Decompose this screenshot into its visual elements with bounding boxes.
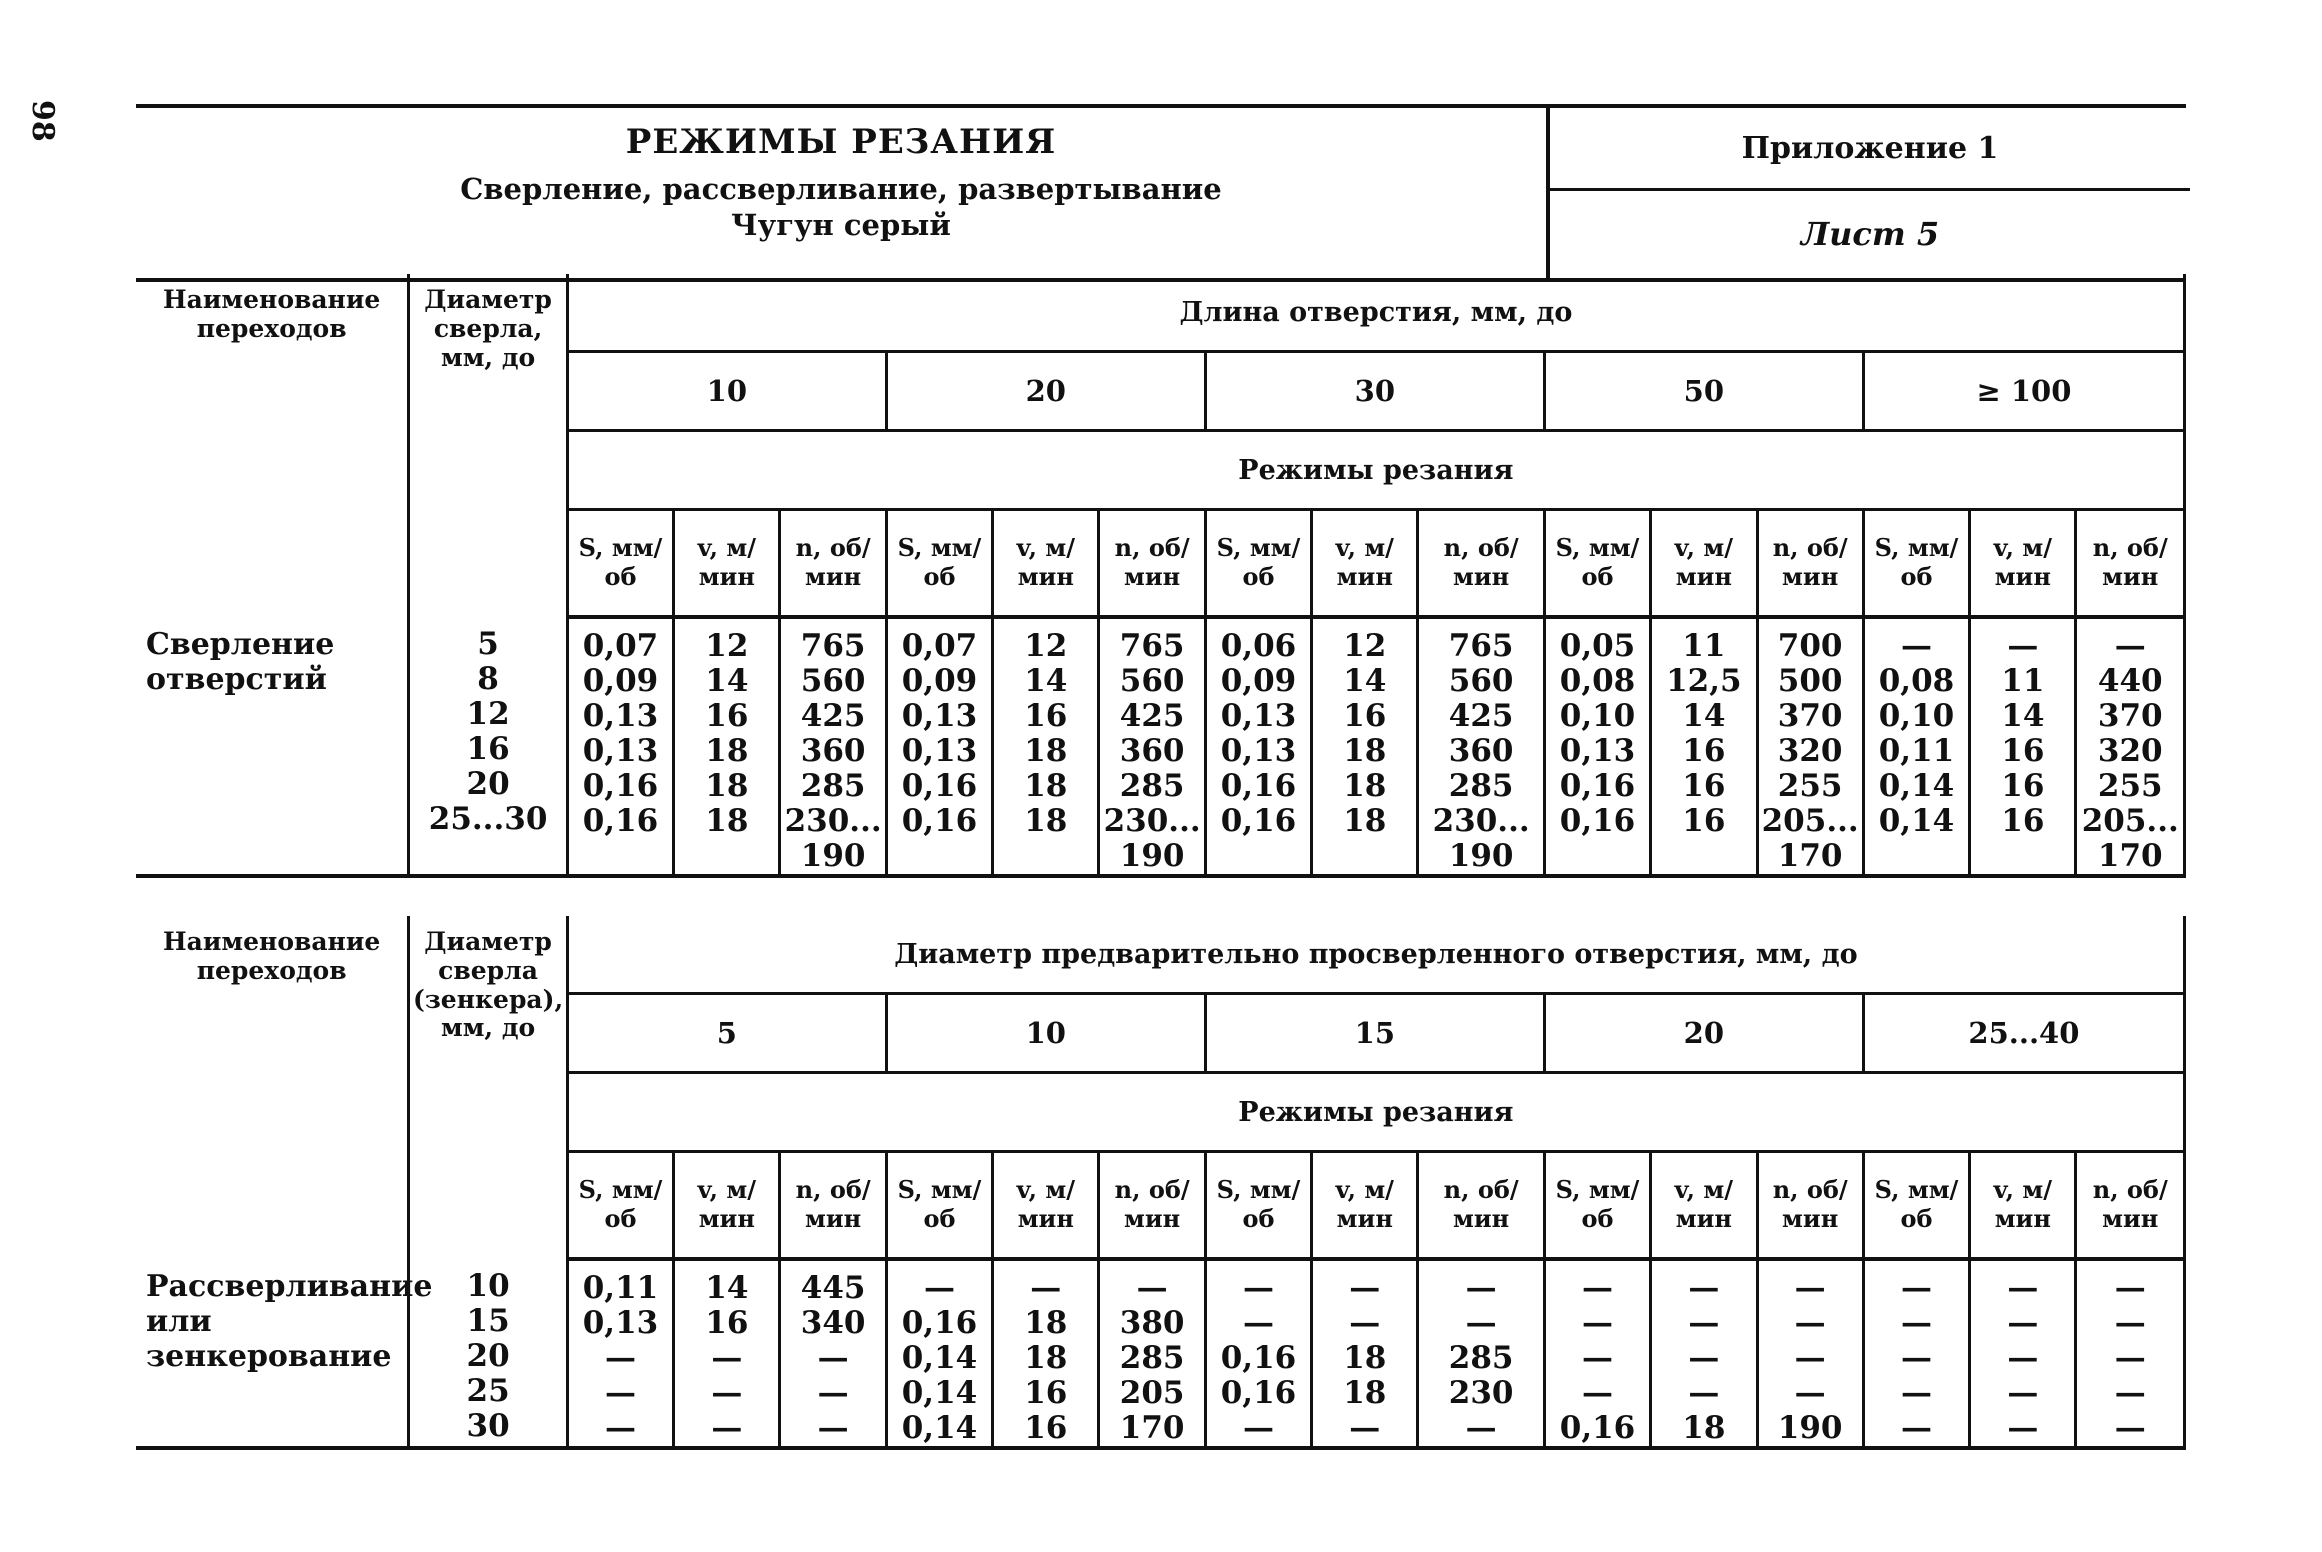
subheader-s: S, мм/об: [1205, 1152, 1311, 1260]
cell-value: 0,10: [1559, 698, 1636, 734]
cell-value: 440: [2097, 663, 2163, 699]
cell-value: 0,13: [1220, 698, 1297, 734]
group-header: 30: [1205, 352, 1544, 431]
span-header-length: Длина отверстия, мм, до: [567, 274, 2184, 352]
col-header-name: Наименование переходов: [136, 274, 409, 617]
cell-value: —: [2114, 1410, 2146, 1446]
row-name: Рассверливание или зенкерование: [136, 1259, 409, 1448]
data-column: [1099, 1259, 1205, 1448]
diameter-values: [409, 1259, 567, 1448]
cell-value: 0,10: [1878, 698, 1955, 734]
cell-value: 0,16: [901, 803, 978, 839]
cell-value: 500: [1777, 663, 1843, 699]
cell-value: 14: [705, 1270, 749, 1306]
cell-value: 0,16: [1220, 768, 1297, 804]
cell-value: 285: [800, 768, 866, 804]
cell-value: 0,16: [1220, 1340, 1297, 1376]
cell-value: 0,13: [582, 733, 659, 769]
subheader-n: n, об/мин: [1418, 510, 1544, 618]
cell-value: —: [2007, 628, 2039, 664]
cell-value: —: [2007, 1410, 2039, 1446]
cell-value: —: [2114, 1340, 2146, 1376]
cell-value: —: [1465, 1305, 1497, 1341]
cell-value: 14: [2001, 698, 2045, 734]
cell-value: 14: [705, 663, 749, 699]
cell-value: 360: [800, 733, 866, 769]
cell-value: 16: [1682, 803, 1726, 839]
cell-value: 230...: [784, 803, 882, 839]
cell-value: 0,16: [901, 1305, 978, 1341]
cell-value: 0,14: [1878, 803, 1955, 839]
cell-value: 0,16: [582, 803, 659, 839]
cell-value: —: [1349, 1305, 1381, 1341]
cell-value: —: [2114, 1270, 2146, 1306]
cell-value: 18: [1343, 803, 1387, 839]
cell-value: 0,07: [901, 628, 978, 664]
cell-value: —: [1688, 1270, 1720, 1306]
diameter-value: 25...30: [428, 801, 548, 837]
cell-value: 16: [1682, 733, 1726, 769]
cell-value: —: [1900, 1410, 1932, 1446]
cell-value: 18: [1682, 1410, 1726, 1446]
data-column: [1418, 1259, 1544, 1448]
group-header: 50: [1544, 352, 1863, 431]
cell-value: 230: [1448, 1375, 1514, 1411]
subheader-v: v, м/мин: [674, 1152, 780, 1260]
cell-value: —: [1582, 1270, 1613, 1306]
cell-value: —: [2114, 1305, 2146, 1341]
cell-value: 190: [1119, 838, 1185, 874]
cell-value: 190: [1448, 838, 1514, 874]
cell-value: 12: [1024, 628, 1068, 664]
cell-value: 12: [1343, 628, 1387, 664]
data-column: [1312, 617, 1418, 876]
cell-value: —: [1465, 1270, 1497, 1306]
cell-value: 16: [705, 698, 749, 734]
cell-value: —: [2007, 1340, 2039, 1376]
cell-value: 18: [1024, 803, 1068, 839]
cell-value: 0,16: [582, 768, 659, 804]
subheader-n: n, об/мин: [780, 1152, 886, 1260]
data-column: [567, 617, 673, 876]
cell-value: —: [2114, 1375, 2146, 1411]
cell-value: 0,11: [582, 1270, 659, 1306]
group-header: 25...40: [1863, 994, 2184, 1073]
cell-value: 285: [1448, 1340, 1514, 1376]
data-column: [1544, 617, 1650, 876]
subheader-s: S, мм/об: [1205, 510, 1311, 618]
cell-value: 0,11: [1878, 733, 1955, 769]
cell-value: 0,13: [1559, 733, 1636, 769]
cell-value: 18: [1024, 733, 1068, 769]
data-column: [1970, 1259, 2076, 1448]
diameter-value: 30: [466, 1408, 510, 1444]
cell-value: —: [1465, 1410, 1497, 1446]
cell-value: 230...: [1432, 803, 1530, 839]
cell-value: —: [711, 1375, 743, 1411]
cell-value: 0,13: [582, 1305, 659, 1341]
cell-value: —: [1688, 1375, 1720, 1411]
group-header: 20: [1544, 994, 1863, 1073]
cell-value: —: [1688, 1340, 1720, 1376]
cell-value: —: [1900, 1305, 1932, 1341]
cell-value: 0,14: [1878, 768, 1955, 804]
header-title: РЕЖИМЫ РЕЗАНИЯ: [625, 122, 1057, 162]
cell-value: 360: [1448, 733, 1514, 769]
cell-value: 340: [800, 1305, 866, 1341]
cell-value: 425: [1448, 698, 1514, 734]
subheader-s: S, мм/об: [1544, 1152, 1650, 1260]
cell-value: 285: [1119, 1340, 1185, 1376]
cell-value: —: [1794, 1340, 1826, 1376]
diameter-values: [409, 617, 567, 876]
cell-value: 205...: [1761, 803, 1859, 839]
data-column: [1418, 617, 1544, 876]
appendix-label: Приложение 1: [1550, 108, 2190, 191]
cell-value: 0,13: [1220, 733, 1297, 769]
data-column: [1757, 617, 1863, 876]
cell-value: 11: [2001, 663, 2045, 699]
subheader-n: n, об/мин: [1757, 510, 1863, 618]
cell-value: 18: [1024, 768, 1068, 804]
cell-value: —: [1349, 1270, 1381, 1306]
cell-value: 445: [800, 1270, 866, 1306]
header-subtitle: Сверление, рассверливание, развертывание: [460, 172, 1222, 206]
subheader-v: v, м/мин: [674, 510, 780, 618]
data-column: [886, 1259, 992, 1448]
cell-value: 18: [705, 733, 749, 769]
cell-value: —: [1582, 1340, 1613, 1376]
document-header: [136, 104, 2186, 282]
cell-value: —: [1794, 1305, 1826, 1341]
cell-value: —: [1794, 1375, 1826, 1411]
cell-value: 380: [1119, 1305, 1185, 1341]
cell-value: 16: [1343, 698, 1387, 734]
reaming-table: [136, 916, 2186, 1450]
cell-value: 0,07: [582, 628, 659, 664]
cell-value: 560: [1119, 663, 1185, 699]
subheader-n: n, об/мин: [1099, 510, 1205, 618]
cell-value: —: [711, 1410, 743, 1446]
cell-value: 14: [1024, 663, 1068, 699]
cell-value: 0,16: [1559, 768, 1636, 804]
group-header: 15: [1205, 994, 1544, 1073]
cell-value: 0,14: [901, 1340, 978, 1376]
diameter-value: 25: [466, 1373, 510, 1409]
cell-value: 370: [1777, 698, 1843, 734]
data-column: [1970, 617, 2076, 876]
cell-value: 170: [2097, 838, 2163, 874]
subheader-v: v, м/мин: [1312, 510, 1418, 618]
group-header: 10: [886, 994, 1205, 1073]
cell-value: 18: [1343, 1375, 1387, 1411]
cell-value: 0,16: [901, 768, 978, 804]
subheader-v: v, м/мин: [1970, 510, 2076, 618]
modes-header: Режимы резания: [567, 1073, 2184, 1152]
data-column: [1312, 1259, 1418, 1448]
span-header-prior-diameter: Диаметр предварительно просверленного отверстия, мм, до: [567, 916, 2184, 994]
diameter-value: 10: [466, 1268, 510, 1304]
cell-value: 16: [2001, 768, 2045, 804]
data-column: [1757, 1259, 1863, 1448]
diameter-value: 20: [466, 766, 510, 802]
diameter-value: 8: [477, 661, 499, 697]
data-column: [674, 1259, 780, 1448]
cell-value: 18: [1343, 733, 1387, 769]
cell-value: —: [1030, 1270, 1062, 1306]
cell-value: —: [1688, 1305, 1720, 1341]
data-column: [1544, 1259, 1650, 1448]
cell-value: 14: [1343, 663, 1387, 699]
cell-value: 205...: [2081, 803, 2179, 839]
cell-value: 230...: [1103, 803, 1201, 839]
cell-value: —: [604, 1340, 636, 1376]
cell-value: 0,13: [901, 733, 978, 769]
data-column: [1651, 617, 1757, 876]
subheader-n: n, об/мин: [1757, 1152, 1863, 1260]
subheader-s: S, мм/об: [1863, 1152, 1969, 1260]
data-column: [780, 617, 886, 876]
cell-value: 16: [2001, 803, 2045, 839]
data-column: [1099, 617, 1205, 876]
cell-value: 0,13: [582, 698, 659, 734]
data-column: [886, 617, 992, 876]
cell-value: 765: [1448, 628, 1514, 664]
cell-value: —: [711, 1340, 743, 1376]
diameter-value: 12: [466, 696, 510, 732]
cell-value: 425: [1119, 698, 1185, 734]
cell-value: —: [604, 1375, 636, 1411]
subheader-s: S, мм/об: [567, 1152, 673, 1260]
cell-value: 0,14: [901, 1375, 978, 1411]
cell-value: 255: [1777, 768, 1843, 804]
cell-value: 18: [1343, 1340, 1387, 1376]
diameter-value: 20: [466, 1338, 510, 1374]
cell-value: 16: [1682, 768, 1726, 804]
data-column: [567, 1259, 673, 1448]
cell-value: 360: [1119, 733, 1185, 769]
cell-value: 16: [2001, 733, 2045, 769]
cell-value: —: [1582, 1305, 1613, 1341]
diameter-value: 15: [466, 1303, 510, 1339]
subheader-n: n, об/мин: [2076, 1152, 2185, 1260]
cell-value: —: [2114, 628, 2146, 664]
diameter-value: 5: [477, 626, 499, 662]
cell-value: —: [1900, 628, 1932, 664]
data-column: [2076, 617, 2185, 876]
cell-value: —: [1582, 1375, 1613, 1411]
group-header: ≥ 100: [1863, 352, 2184, 431]
cell-value: 0,16: [1559, 1410, 1636, 1446]
cell-value: 560: [800, 663, 866, 699]
cell-value: —: [817, 1410, 849, 1446]
subheader-s: S, мм/об: [1863, 510, 1969, 618]
cell-value: 18: [1343, 768, 1387, 804]
cell-value: 205: [1119, 1375, 1185, 1411]
cell-value: —: [817, 1340, 849, 1376]
subheader-v: v, м/мин: [993, 1152, 1099, 1260]
cell-value: 16: [705, 1305, 749, 1341]
cell-value: —: [2007, 1270, 2039, 1306]
cell-value: 0,16: [1220, 1375, 1297, 1411]
cell-value: 190: [1777, 1410, 1843, 1446]
header-meta-block: [1546, 108, 2190, 278]
cell-value: 0,14: [901, 1410, 978, 1446]
cell-value: —: [1242, 1410, 1274, 1446]
cell-value: —: [2007, 1375, 2039, 1411]
cell-value: 18: [705, 768, 749, 804]
data-column: [780, 1259, 886, 1448]
cell-value: 0,05: [1559, 628, 1636, 664]
cell-value: —: [1900, 1375, 1932, 1411]
cell-value: —: [604, 1410, 636, 1446]
subheader-n: n, об/мин: [2076, 510, 2185, 618]
data-column: [674, 617, 780, 876]
cell-value: 14: [1682, 698, 1726, 734]
cell-value: —: [1242, 1305, 1274, 1341]
cell-value: 255: [2097, 768, 2163, 804]
cell-value: 12: [705, 628, 749, 664]
cell-value: 18: [1024, 1305, 1068, 1341]
subheader-n: n, об/мин: [1418, 1152, 1544, 1260]
data-column: [993, 1259, 1099, 1448]
group-header: 10: [567, 352, 886, 431]
cell-value: 0,16: [1559, 803, 1636, 839]
subheader-n: n, об/мин: [1099, 1152, 1205, 1260]
cell-value: —: [1136, 1270, 1168, 1306]
data-column: [1205, 1259, 1311, 1448]
subheader-v: v, м/мин: [993, 510, 1099, 618]
cell-value: 0,08: [1559, 663, 1636, 699]
col-header-name: Наименование переходов: [136, 916, 409, 1259]
diameter-value: 16: [466, 731, 510, 767]
subheader-s: S, мм/об: [567, 510, 673, 618]
row-name: Сверление отверстий: [136, 617, 409, 876]
cell-value: 285: [1448, 768, 1514, 804]
cell-value: 285: [1119, 768, 1185, 804]
subheader-s: S, мм/об: [886, 510, 992, 618]
cell-value: 560: [1448, 663, 1514, 699]
subheader-n: n, об/мин: [780, 510, 886, 618]
cell-value: 700: [1777, 628, 1843, 664]
cell-value: 16: [1024, 1375, 1068, 1411]
cell-value: 0,13: [901, 698, 978, 734]
cell-value: 765: [800, 628, 866, 664]
cell-value: 0,08: [1878, 663, 1955, 699]
cell-value: —: [1900, 1270, 1932, 1306]
cell-value: —: [1794, 1270, 1826, 1306]
cell-value: 0,06: [1220, 628, 1297, 664]
page-number: 98: [25, 100, 60, 142]
drilling-table: [136, 274, 2186, 878]
cell-value: 18: [1024, 1340, 1068, 1376]
subheader-v: v, м/мин: [1651, 1152, 1757, 1260]
cell-value: —: [923, 1270, 955, 1306]
col-header-diameter: Диаметр сверла, мм, до: [409, 274, 567, 617]
cell-value: —: [2007, 1305, 2039, 1341]
data-column: [1863, 1259, 1969, 1448]
cell-value: 16: [1024, 1410, 1068, 1446]
subheader-v: v, м/мин: [1651, 510, 1757, 618]
cell-value: —: [1900, 1340, 1932, 1376]
cell-value: 170: [1777, 838, 1843, 874]
data-column: [1205, 617, 1311, 876]
data-column: [2076, 1259, 2185, 1448]
cell-value: 765: [1119, 628, 1185, 664]
cell-value: 0,16: [1220, 803, 1297, 839]
cell-value: 12,5: [1666, 663, 1742, 699]
header-title-block: [136, 108, 1546, 278]
cell-value: 320: [2097, 733, 2163, 769]
cell-value: —: [1349, 1410, 1381, 1446]
cell-value: 0,09: [582, 663, 659, 699]
cell-value: 370: [2097, 698, 2163, 734]
subheader-v: v, м/мин: [1970, 1152, 2076, 1260]
cell-value: 170: [1119, 1410, 1185, 1446]
subheader-s: S, мм/об: [1544, 510, 1650, 618]
data-column: [1863, 617, 1969, 876]
cell-value: 16: [1024, 698, 1068, 734]
cell-value: 18: [705, 803, 749, 839]
cell-value: 320: [1777, 733, 1843, 769]
cell-value: 190: [800, 838, 866, 874]
col-header-diameter: Диаметр сверла (зенкера), мм, до: [409, 916, 567, 1259]
cell-value: 0,09: [901, 663, 978, 699]
group-header: 5: [567, 994, 886, 1073]
cell-value: 425: [800, 698, 866, 734]
group-header: 20: [886, 352, 1205, 431]
subheader-v: v, м/мин: [1312, 1152, 1418, 1260]
data-column: [993, 617, 1099, 876]
data-column: [1651, 1259, 1757, 1448]
modes-header: Режимы резания: [567, 431, 2184, 510]
sheet-label: Лист 5: [1800, 215, 1940, 253]
cell-value: —: [1242, 1270, 1274, 1306]
subheader-s: S, мм/об: [886, 1152, 992, 1260]
cell-value: 11: [1682, 628, 1726, 664]
header-material: Чугун серый: [731, 208, 951, 242]
cell-value: 0,09: [1220, 663, 1297, 699]
cell-value: —: [817, 1375, 849, 1411]
